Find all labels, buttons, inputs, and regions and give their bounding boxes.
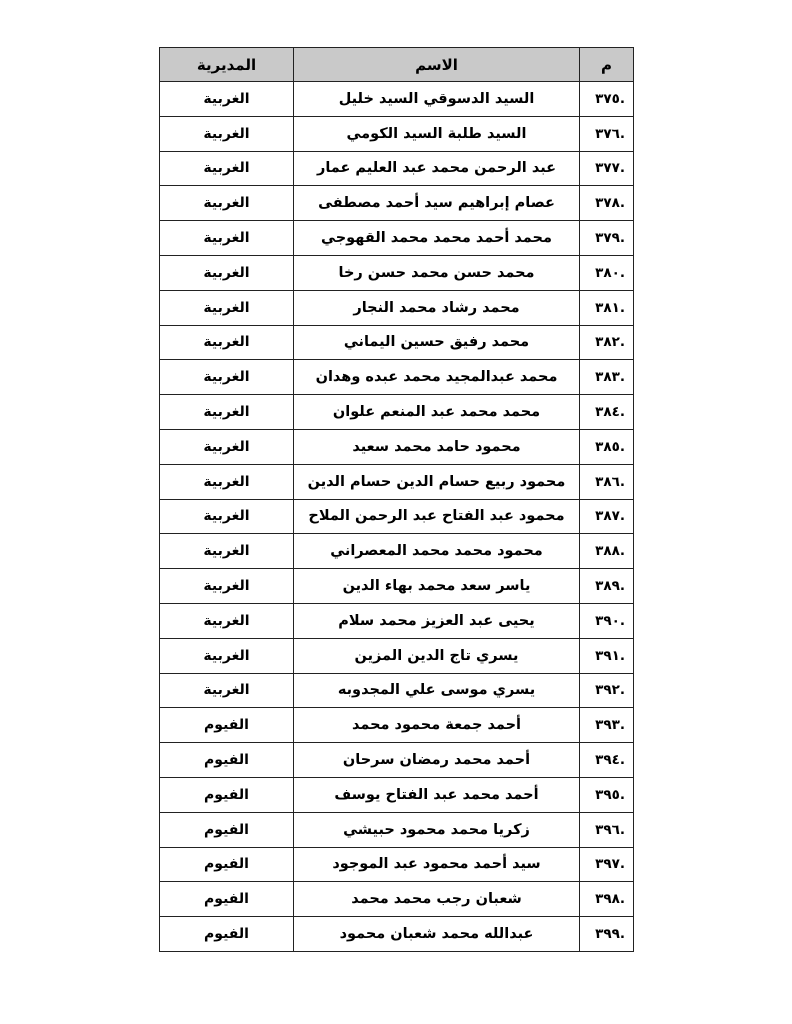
row-name-cell: يسري موسى علي المجدوبه bbox=[294, 673, 580, 708]
row-name-cell: أحمد جمعة محمود محمد bbox=[294, 708, 580, 743]
row-number-cell: .٣٧٦ bbox=[580, 116, 634, 151]
row-number-cell: .٣٩٨ bbox=[580, 882, 634, 917]
row-number-cell: .٣٨٤ bbox=[580, 395, 634, 430]
row-number-cell: .٣٩٩ bbox=[580, 917, 634, 952]
row-number-cell: .٣٨٩ bbox=[580, 569, 634, 604]
row-directorate-cell: الغربية bbox=[160, 82, 294, 117]
table-row bbox=[160, 673, 634, 708]
row-directorate-cell: الغربية bbox=[160, 673, 294, 708]
row-directorate-cell: الفيوم bbox=[160, 917, 294, 952]
row-directorate-cell: الغربية bbox=[160, 186, 294, 221]
row-name-cell: محمد رشاد محمد النجار bbox=[294, 290, 580, 325]
row-directorate-cell: الغربية bbox=[160, 290, 294, 325]
row-directorate-cell: الغربية bbox=[160, 221, 294, 256]
row-number-cell: .٣٨١ bbox=[580, 290, 634, 325]
row-name-cell: شعبان رجب محمد محمد bbox=[294, 882, 580, 917]
table-row bbox=[160, 603, 634, 638]
row-directorate-cell: الفيوم bbox=[160, 708, 294, 743]
row-directorate-cell: الغربية bbox=[160, 325, 294, 360]
row-number-cell: .٣٩٤ bbox=[580, 743, 634, 778]
row-directorate-cell: الغربية bbox=[160, 464, 294, 499]
row-directorate-cell: الغربية bbox=[160, 360, 294, 395]
table-row bbox=[160, 82, 634, 117]
table-body bbox=[160, 82, 634, 952]
row-name-cell: عصام إبراهيم سيد أحمد مصطفى bbox=[294, 186, 580, 221]
row-name-cell: يسري تاج الدين المزين bbox=[294, 638, 580, 673]
table-row bbox=[160, 116, 634, 151]
row-directorate-cell: الغربية bbox=[160, 429, 294, 464]
table-row bbox=[160, 569, 634, 604]
row-name-cell: محمد محمد عبد المنعم علوان bbox=[294, 395, 580, 430]
row-directorate-cell: الغربية bbox=[160, 534, 294, 569]
row-name-cell: عبد الرحمن محمد عبد العليم عمار bbox=[294, 151, 580, 186]
row-directorate-cell: الفيوم bbox=[160, 743, 294, 778]
row-directorate-cell: الفيوم bbox=[160, 882, 294, 917]
table-row bbox=[160, 360, 634, 395]
header-name: الاسم bbox=[294, 48, 580, 82]
row-directorate-cell: الغربية bbox=[160, 638, 294, 673]
row-number-cell: .٣٩٦ bbox=[580, 812, 634, 847]
row-name-cell: محمد أحمد محمد محمد القهوجي bbox=[294, 221, 580, 256]
table-row bbox=[160, 499, 634, 534]
row-directorate-cell: الغربية bbox=[160, 255, 294, 290]
row-name-cell: زكريا محمد محمود حبيشي bbox=[294, 812, 580, 847]
row-name-cell: سيد أحمد محمود عبد الموجود bbox=[294, 847, 580, 882]
row-number-cell: .٣٩٣ bbox=[580, 708, 634, 743]
row-directorate-cell: الغربية bbox=[160, 603, 294, 638]
row-number-cell: .٣٨٦ bbox=[580, 464, 634, 499]
header-num: م bbox=[580, 48, 634, 82]
table-row bbox=[160, 882, 634, 917]
row-number-cell: .٣٩٧ bbox=[580, 847, 634, 882]
names-sheet bbox=[159, 47, 633, 952]
row-directorate-cell: الغربية bbox=[160, 395, 294, 430]
table-row bbox=[160, 777, 634, 812]
row-name-cell: محمود ربيع حسام الدين حسام الدين bbox=[294, 464, 580, 499]
table-row bbox=[160, 708, 634, 743]
table-row bbox=[160, 151, 634, 186]
table-row bbox=[160, 534, 634, 569]
row-directorate-cell: الغربية bbox=[160, 569, 294, 604]
table-row bbox=[160, 221, 634, 256]
table-row bbox=[160, 186, 634, 221]
table-row bbox=[160, 812, 634, 847]
row-directorate-cell: الفيوم bbox=[160, 812, 294, 847]
row-number-cell: .٣٨٨ bbox=[580, 534, 634, 569]
row-number-cell: .٣٩٥ bbox=[580, 777, 634, 812]
row-directorate-cell: الغربية bbox=[160, 116, 294, 151]
row-number-cell: .٣٩٠ bbox=[580, 603, 634, 638]
table-row bbox=[160, 429, 634, 464]
table-row bbox=[160, 325, 634, 360]
row-name-cell: يحيى عبد العزيز محمد سلام bbox=[294, 603, 580, 638]
header-directorate: المديرية bbox=[160, 48, 294, 82]
row-name-cell: أحمد محمد رمضان سرحان bbox=[294, 743, 580, 778]
table-row bbox=[160, 917, 634, 952]
row-name-cell: السيد الدسوقي السيد خليل bbox=[294, 82, 580, 117]
table-row bbox=[160, 638, 634, 673]
row-number-cell: .٣٨٣ bbox=[580, 360, 634, 395]
row-directorate-cell: الغربية bbox=[160, 499, 294, 534]
row-name-cell: السيد طلبة السيد الكومي bbox=[294, 116, 580, 151]
table-row bbox=[160, 290, 634, 325]
row-number-cell: .٣٨٧ bbox=[580, 499, 634, 534]
table-row bbox=[160, 255, 634, 290]
row-number-cell: .٣٧٥ bbox=[580, 82, 634, 117]
header-row bbox=[160, 48, 634, 82]
names-table bbox=[159, 47, 634, 952]
row-directorate-cell: الفيوم bbox=[160, 847, 294, 882]
row-directorate-cell: الفيوم bbox=[160, 777, 294, 812]
row-name-cell: أحمد محمد عبد الفتاح يوسف bbox=[294, 777, 580, 812]
row-number-cell: .٣٧٨ bbox=[580, 186, 634, 221]
row-name-cell: عبدالله محمد شعبان محمود bbox=[294, 917, 580, 952]
row-name-cell: محمد حسن محمد حسن رخا bbox=[294, 255, 580, 290]
table-row bbox=[160, 464, 634, 499]
row-name-cell: محمود محمد محمد المعصراني bbox=[294, 534, 580, 569]
row-number-cell: .٣٩١ bbox=[580, 638, 634, 673]
row-name-cell: محمود حامد محمد سعيد bbox=[294, 429, 580, 464]
row-number-cell: .٣٨٠ bbox=[580, 255, 634, 290]
row-number-cell: .٣٧٩ bbox=[580, 221, 634, 256]
row-number-cell: .٣٨٢ bbox=[580, 325, 634, 360]
row-name-cell: محمود عبد الفتاح عبد الرحمن الملاح bbox=[294, 499, 580, 534]
row-name-cell: محمد عبدالمجيد محمد عبده وهدان bbox=[294, 360, 580, 395]
row-number-cell: .٣٨٥ bbox=[580, 429, 634, 464]
row-directorate-cell: الغربية bbox=[160, 151, 294, 186]
table-row bbox=[160, 395, 634, 430]
table-row bbox=[160, 743, 634, 778]
row-number-cell: .٣٧٧ bbox=[580, 151, 634, 186]
table-row bbox=[160, 847, 634, 882]
row-name-cell: ياسر سعد محمد بهاء الدين bbox=[294, 569, 580, 604]
row-number-cell: .٣٩٢ bbox=[580, 673, 634, 708]
row-name-cell: محمد رفيق حسين اليماني bbox=[294, 325, 580, 360]
